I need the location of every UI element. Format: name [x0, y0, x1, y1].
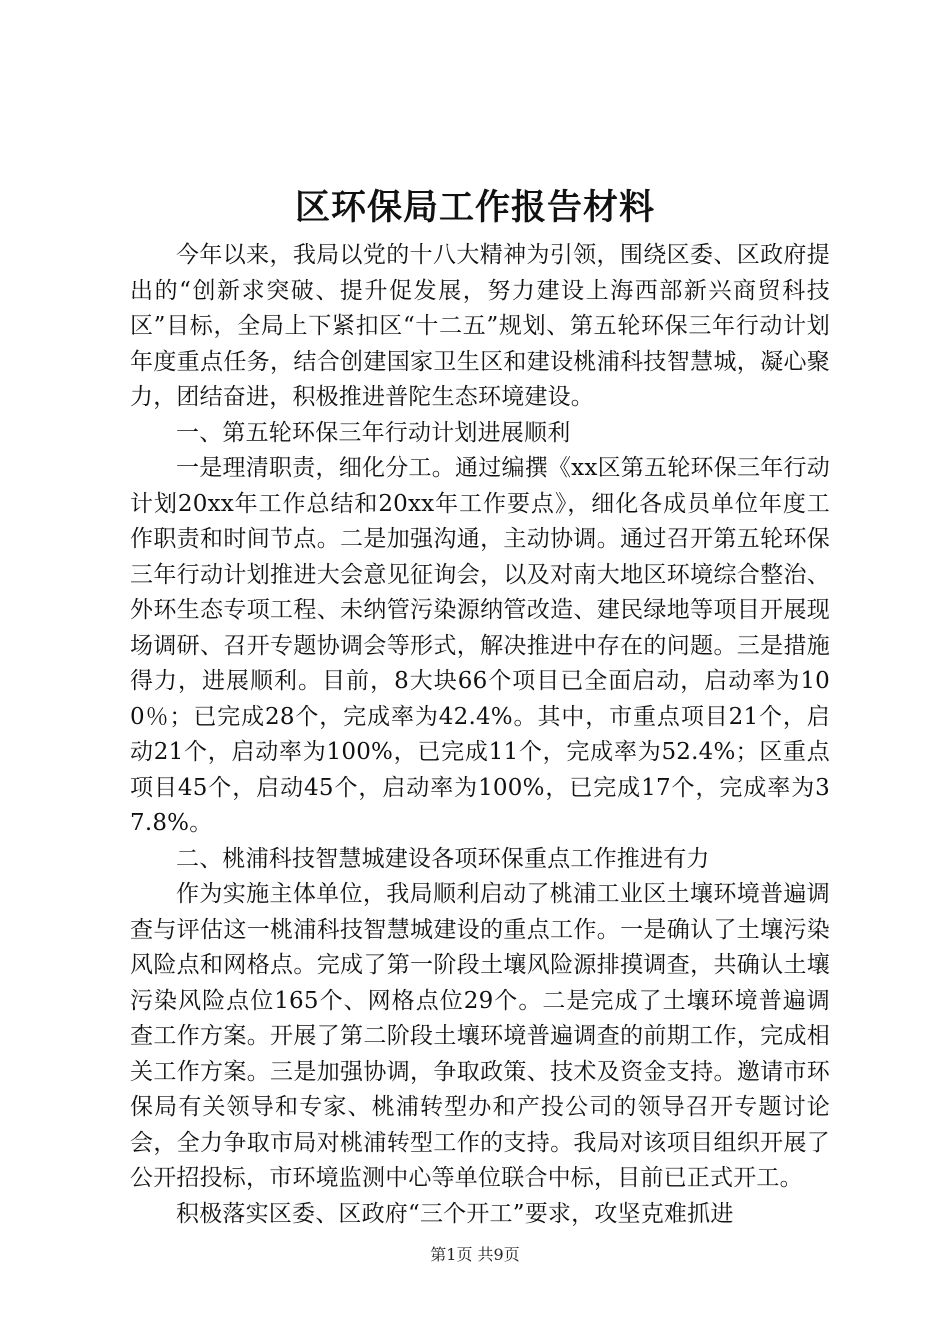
paragraph-intro: 今年以来，我局以党的十八大精神为引领，围绕区委、区政府提出的“创新求突破、提升促发展，努力建设上海西部新兴商贸科技区”目标，全局上下紧扣区“十二五”规划、第五轮环保三年行动计划年度重点任务，结合创建国家卫生区和建设桃浦科技智慧城，凝心聚力，团结奋进，积极推进普陀生态环境建设。: [130, 242, 830, 410]
section-heading-2: 二、桃浦科技智慧城建设各项环保重点工作推进有力: [176, 845, 710, 872]
paragraph-continuation: 积极落实区委、区政府“三个开工”要求，攻坚克难抓进: [176, 1200, 734, 1227]
paragraph-section-2: 作为实施主体单位，我局顺利启动了桃浦工业区土壤环境普遍调查与评估这一桃浦科技智慧城建设的重点工作。一是确认了土壤污染风险点和网格点。完成了第一阶段土壤风险源排摸调查，共确认土壤污染风险点位165个、网格点位29个。二是完成了土壤环境普遍调查工作方案。开展了第二阶段土壤环境普遍调查的前期工作，完成相关工作方案。三是加强协调，争取政策、技术及资金支持。邀请市环保局有关领导和专家、桃浦转型办和产投公司的领导召开专题讨论会，全力争取市局对桃浦转型工作的支持。我局对该项目组织开展了公开招投标，市环境监测中心等单位联合中标，目前已正式开工。: [130, 881, 830, 1191]
document-title: 区环保局工作报告材料: [294, 187, 655, 228]
page-number: 第1页 共9页: [430, 1245, 520, 1264]
document-body: [130, 238, 830, 1232]
paragraph-section-1: 一是理清职责，细化分工。通过编撰《xx区第五轮环保三年行动计划20xx年工作总结和20xx年工作要点》，细化各成员单位年度工作职责和时间节点。二是加强沟通，主动协调。通过召开第五轮环保三年行动计划推进大会意见征询会，以及对南大地区环境综合整治、外环生态专项工程、未纳管污染源纳管改造、建民绿地等项目开展现场调研、召开专题协调会等形式，解决推进中存在的问题。三是措施得力，进展顺利。目前，8大块66个项目已全面启动，启动率为100％；已完成28个，完成率为42.4%。其中，市重点项目21个，启动21个，启动率为100%，已完成11个，完成率为52.4%；区重点项目45个，启动45个，启动率为100%，已完成17个，完成率为37.8%。: [130, 455, 830, 836]
section-heading-1: 一、第五轮环保三年行动计划进展顺利: [176, 419, 571, 446]
